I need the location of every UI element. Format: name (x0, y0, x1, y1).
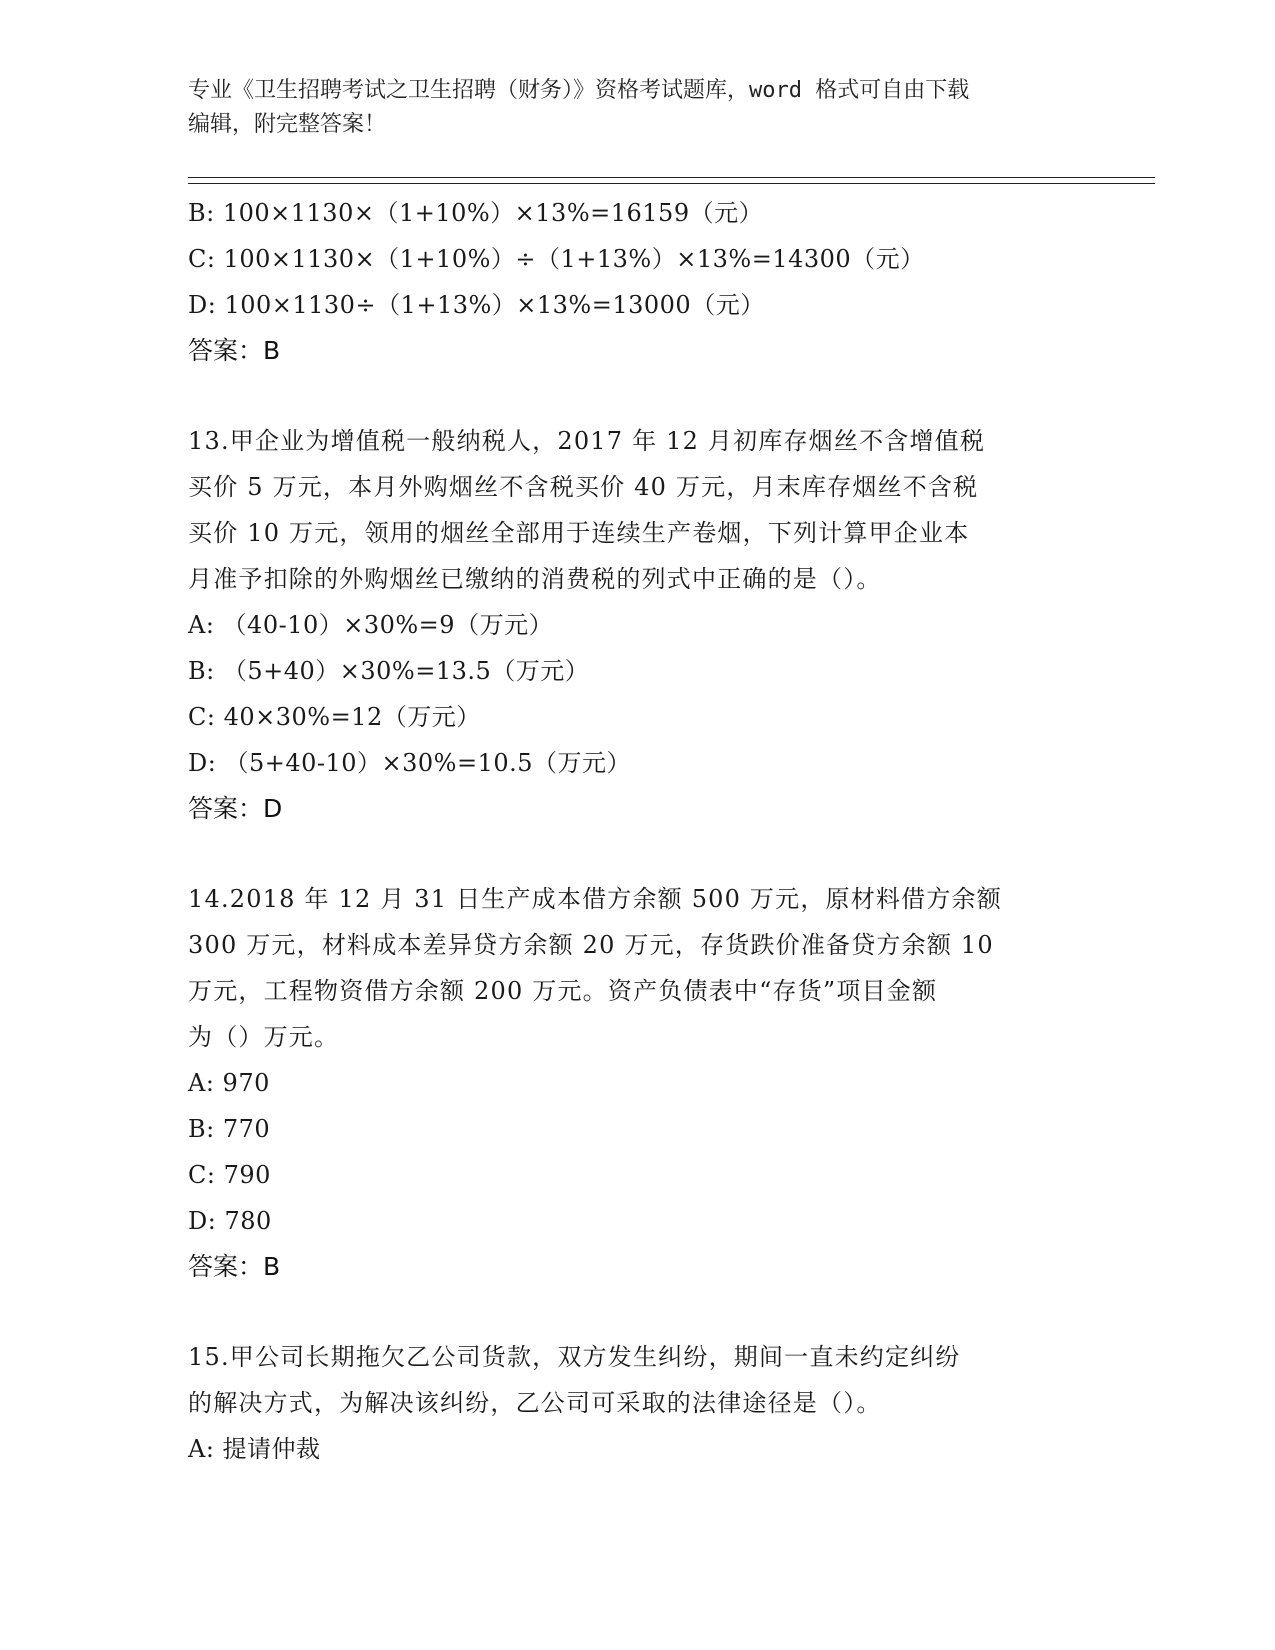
question-14-options (188, 1060, 1088, 1244)
document-body (188, 190, 1088, 1472)
answer-q13: 答案：D (188, 794, 283, 823)
question-line: 300 万元，材料成本差异贷方余额 20 万元，存货跌价准备贷方余额 10 (188, 931, 994, 959)
option-b: B: 100×1130×（1+10%）×13%=16159（元） (188, 199, 764, 227)
option-b: B: （5+40）×30%=13.5（万元） (188, 657, 590, 685)
question-line: 月准予扣除的外购烟丝已缴纳的消费税的列式中正确的是（）。 (188, 565, 882, 593)
question-line: 为（）万元。 (188, 1023, 340, 1051)
spacer (188, 1290, 1088, 1334)
question-line: 的解决方式，为解决该纠纷，乙公司可采取的法律途径是（）。 (188, 1389, 882, 1417)
option-c: C: 40×30%=12（万元） (188, 703, 481, 731)
spacer (188, 832, 1088, 876)
option-a: A: （40-10）×30%=9（万元） (188, 611, 554, 639)
header-line-2: 编辑，附完整答案！ (188, 112, 387, 137)
answer-q12: 答案：B (188, 336, 281, 365)
question-15-options (188, 1426, 1088, 1472)
question-line: 买价 5 万元，本月外购烟丝不含税买价 40 万元，月末库存烟丝不含税 (188, 473, 979, 501)
question-line: 14.2018 年 12 月 31 日生产成本借方余额 500 万元，原材料借方余额 (188, 885, 1002, 913)
question-line: 13.甲企业为增值税一般纳税人，2017 年 12 月初库存烟丝不含增值税 (188, 427, 986, 455)
option-d: D: （5+40-10）×30%=10.5（万元） (188, 749, 632, 777)
document-header (188, 74, 1068, 142)
question-13-text (188, 418, 1068, 602)
option-c: C: 790 (188, 1161, 271, 1189)
question-14-text (188, 876, 1068, 1060)
spacer (188, 374, 1088, 418)
option-a: A: 970 (188, 1069, 270, 1097)
option-a: A: 提请仲裁 (188, 1435, 321, 1463)
question-12-options (188, 190, 1088, 328)
option-b: B: 770 (188, 1115, 271, 1143)
option-d: D: 780 (188, 1207, 272, 1235)
option-d: D: 100×1130÷（1+13%）×13%=13000（元） (188, 291, 765, 319)
question-line: 15.甲公司长期拖欠乙公司货款，双方发生纠纷，期间一直未约定纠纷 (188, 1343, 961, 1371)
question-line: 万元，工程物资借方余额 200 万元。资产负债表中“存货”项目金额 (188, 977, 938, 1005)
header-divider-top (188, 177, 1155, 178)
header-line-1: 专业《卫生招聘考试之卫生招聘（财务）》资格考试题库，word 格式可自由下载 (188, 78, 970, 103)
answer-q14: 答案：B (188, 1252, 281, 1281)
question-15-text (188, 1334, 1068, 1426)
option-c: C: 100×1130×（1+10%）÷（1+13%）×13%=14300（元） (188, 245, 925, 273)
question-13-options (188, 602, 1088, 786)
header-divider-bottom (188, 183, 1155, 184)
question-line: 买价 10 万元，领用的烟丝全部用于连续生产卷烟，下列计算甲企业本 (188, 519, 970, 547)
